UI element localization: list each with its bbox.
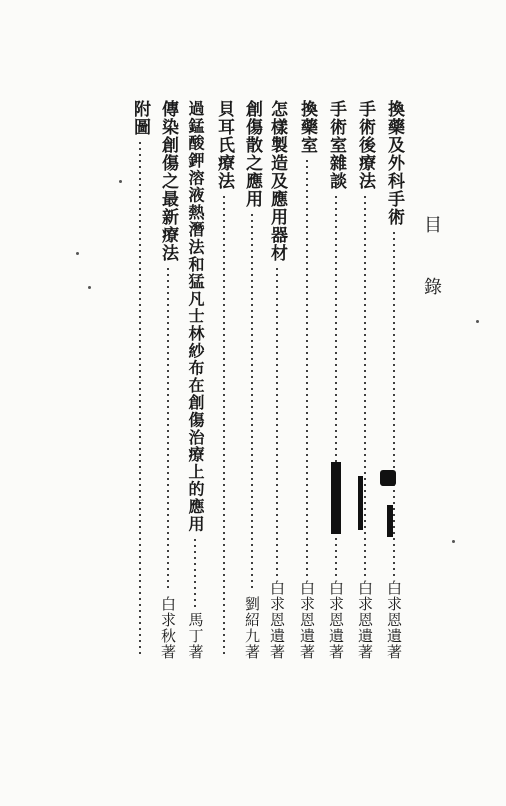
- toc-entry-title: 手術室雜談: [326, 100, 346, 190]
- toc-entry-author: 白求恩遺著: [327, 580, 345, 660]
- toc-entry-author: 白求恩遺著: [298, 580, 316, 660]
- speck: [119, 180, 122, 183]
- dot-leader: [364, 194, 366, 576]
- toc-entry: [187, 100, 203, 660]
- dot-leader: [276, 266, 278, 576]
- toc-entry-title: 附圖: [130, 100, 150, 136]
- ink-smudge: [331, 462, 341, 534]
- toc-entry-author: 白求恩遺著: [356, 580, 374, 660]
- toc-entry-title: 貝耳氏療法: [214, 100, 234, 190]
- toc-entry-title: 過錳酸鉀溶液熱潛法和猛凡士林紗布在創傷治療上的應用: [186, 100, 205, 533]
- speck: [476, 320, 479, 323]
- toc-entry: [243, 100, 260, 660]
- toc-entry-title: 創傷散之應用: [242, 100, 262, 208]
- toc-entry-title: 換藥室: [297, 100, 317, 154]
- speck: [452, 540, 455, 543]
- toc-entry: [327, 100, 344, 660]
- speck: [76, 252, 79, 255]
- toc-entry-author: 白求恩遺著: [268, 580, 286, 660]
- toc-entry: [159, 100, 176, 660]
- speck: [88, 286, 91, 289]
- toc-entry: [356, 100, 373, 660]
- dot-leader: [194, 537, 196, 609]
- toc-entry-title: 換藥及外科手術: [384, 100, 404, 226]
- page-title: 目錄: [421, 215, 442, 339]
- ink-smudge: [387, 505, 393, 537]
- dot-leader: [139, 140, 141, 656]
- toc-entry: [215, 100, 232, 660]
- toc-entry-title: 手術後療法: [355, 100, 375, 190]
- toc-entry: [131, 100, 148, 660]
- toc-entry: [268, 100, 285, 660]
- dot-leader: [251, 212, 253, 592]
- dot-leader: [306, 158, 308, 576]
- toc-entry-author: 白求恩遺著: [385, 580, 403, 660]
- dot-leader: [167, 266, 169, 592]
- toc-entry-author: 馬丁著: [186, 612, 205, 660]
- ink-smudge: [380, 470, 396, 486]
- toc-entry-title: 怎樣製造及應用器材: [267, 100, 287, 262]
- dot-leader: [223, 194, 225, 656]
- toc-entry: [298, 100, 315, 660]
- toc-entry: [385, 100, 402, 660]
- ink-smudge: [358, 476, 363, 530]
- toc-entry-author: 白求秋著: [159, 596, 177, 660]
- toc-entry-author: 劉紹九著: [243, 596, 261, 660]
- toc-entry-title: 傳染創傷之最新療法: [158, 100, 178, 262]
